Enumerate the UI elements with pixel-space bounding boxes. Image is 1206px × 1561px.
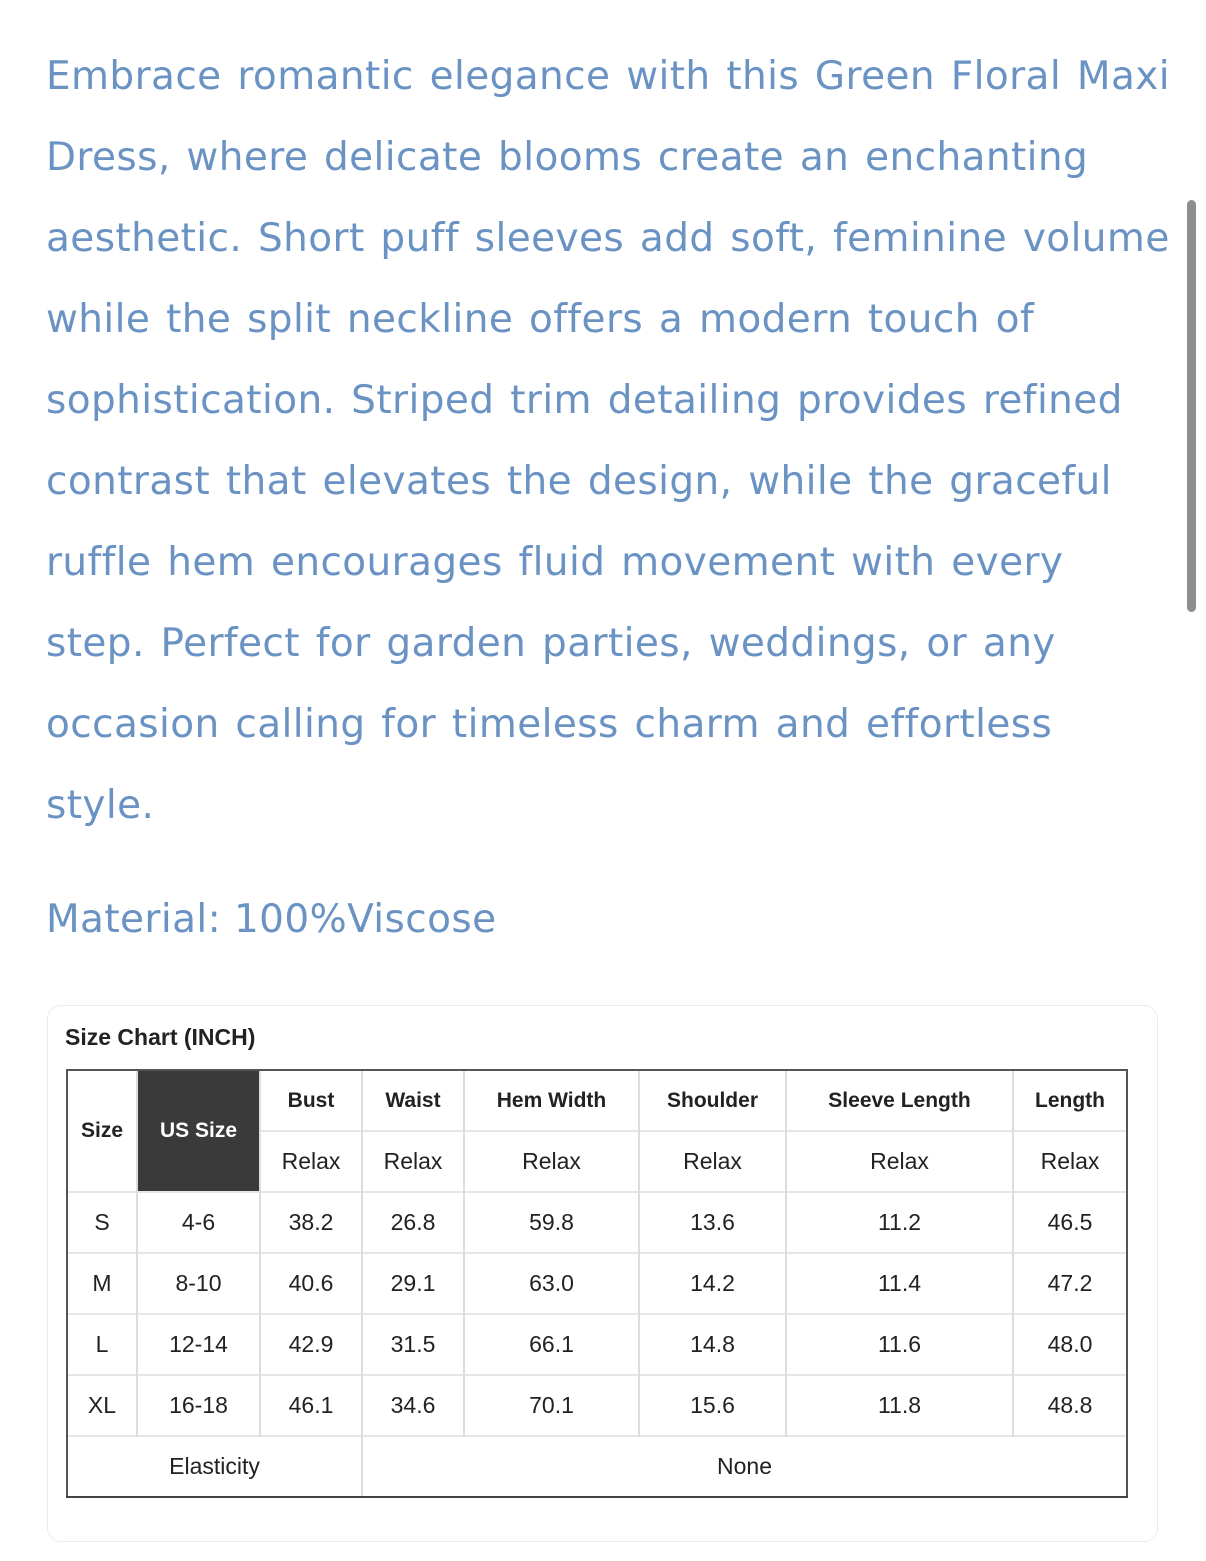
size-chart-title: Size Chart (INCH): [65, 1024, 256, 1050]
header-waist: Waist: [362, 1070, 464, 1131]
row-size: XL: [67, 1375, 137, 1436]
row-bust: 42.9: [260, 1314, 362, 1375]
row-sleeve-length: 11.8: [786, 1375, 1013, 1436]
row-waist: 34.6: [362, 1375, 464, 1436]
row-sleeve-length: 11.2: [786, 1192, 1013, 1253]
row-waist: 29.1: [362, 1253, 464, 1314]
row-shoulder: 13.6: [639, 1192, 786, 1253]
header-bust: Bust: [260, 1070, 362, 1131]
row-hem-width: 66.1: [464, 1314, 639, 1375]
row-shoulder: 14.8: [639, 1314, 786, 1375]
header-shoulder: Shoulder: [639, 1070, 786, 1131]
row-length: 48.8: [1013, 1375, 1127, 1436]
header-size: Size: [67, 1070, 137, 1192]
table-row: [67, 1314, 1127, 1375]
row-bust: 40.6: [260, 1253, 362, 1314]
subheader-hem-width: Relax: [464, 1131, 639, 1192]
row-us-size: 12-14: [137, 1314, 260, 1375]
table-header-row: [67, 1070, 1127, 1131]
row-size: M: [67, 1253, 137, 1314]
row-sleeve-length: 11.4: [786, 1253, 1013, 1314]
subheader-waist: Relax: [362, 1131, 464, 1192]
row-sleeve-length: 11.6: [786, 1314, 1013, 1375]
table-row: [67, 1253, 1127, 1314]
row-size: S: [67, 1192, 137, 1253]
row-us-size: 8-10: [137, 1253, 260, 1314]
subheader-sleeve-length: Relax: [786, 1131, 1013, 1192]
row-length: 46.5: [1013, 1192, 1127, 1253]
header-us-size: US Size: [137, 1070, 260, 1192]
subheader-length: Relax: [1013, 1131, 1127, 1192]
row-length: 48.0: [1013, 1314, 1127, 1375]
row-shoulder: 15.6: [639, 1375, 786, 1436]
row-bust: 38.2: [260, 1192, 362, 1253]
row-hem-width: 70.1: [464, 1375, 639, 1436]
scrollbar-thumb[interactable]: [1187, 200, 1196, 612]
elasticity-value: None: [362, 1436, 1127, 1497]
row-hem-width: 59.8: [464, 1192, 639, 1253]
header-sleeve-length: Sleeve Length: [786, 1070, 1013, 1131]
product-description: Embrace romantic elegance with this Green Floral Maxi Dress, where delicate blooms create an enchanting aesthetic. Short puff sleeves add soft, feminine volume while the split neckline offers a modern touch of sophistication. Striped trim detailing provides refined contrast that elevates the design, while the graceful ruffle hem encourages fluid movement with every step. Perfect for garden parties, weddings, or any occasion calling for timeless charm and effortless style.: [46, 54, 1170, 828]
size-chart-card: [47, 1005, 1158, 1542]
row-waist: 26.8: [362, 1192, 464, 1253]
row-us-size: 4-6: [137, 1192, 260, 1253]
header-length: Length: [1013, 1070, 1127, 1131]
table-row: [67, 1375, 1127, 1436]
subheader-shoulder: Relax: [639, 1131, 786, 1192]
elasticity-row: [67, 1436, 1127, 1497]
row-hem-width: 63.0: [464, 1253, 639, 1314]
subheader-bust: Relax: [260, 1131, 362, 1192]
size-chart-table: [66, 1069, 1128, 1498]
row-waist: 31.5: [362, 1314, 464, 1375]
table-row: [67, 1192, 1127, 1253]
row-size: L: [67, 1314, 137, 1375]
row-shoulder: 14.2: [639, 1253, 786, 1314]
material-info: Material: 100%Viscose: [46, 897, 497, 942]
row-us-size: 16-18: [137, 1375, 260, 1436]
header-hem-width: Hem Width: [464, 1070, 639, 1131]
elasticity-label: Elasticity: [67, 1436, 362, 1497]
row-length: 47.2: [1013, 1253, 1127, 1314]
row-bust: 46.1: [260, 1375, 362, 1436]
